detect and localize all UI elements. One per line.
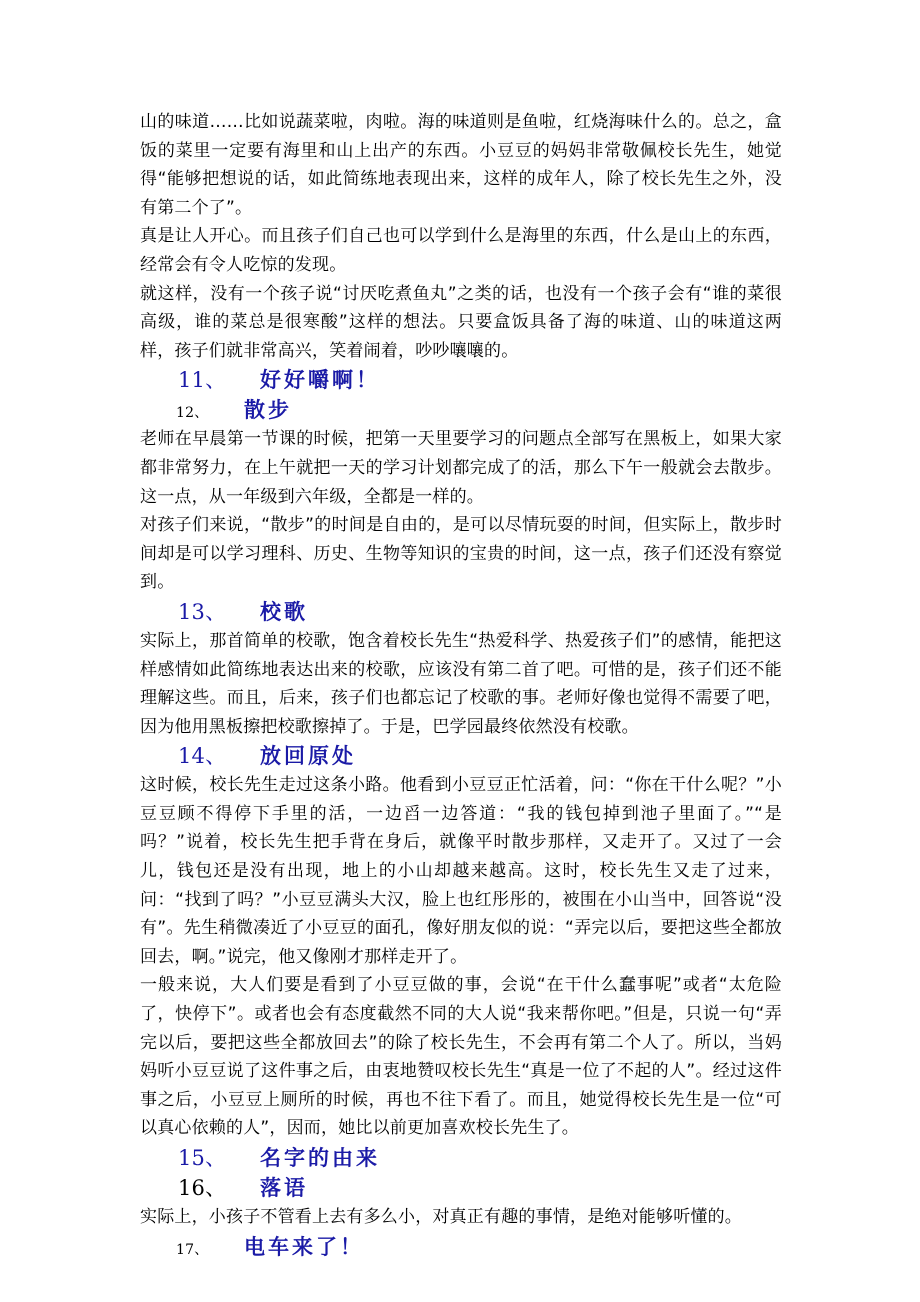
section-number: 17、 — [176, 1241, 209, 1258]
document-page — [140, 108, 782, 1262]
section-heading-17 — [140, 1232, 782, 1262]
section-number: 11、 — [178, 368, 227, 393]
section-heading-13 — [140, 597, 782, 627]
section-number: 12、 — [176, 405, 209, 422]
section-heading-14 — [140, 741, 782, 771]
paragraph: 就这样，没有一个孩子说“讨厌吃煮鱼丸”之类的话，也没有一个孩子会有“谁的菜很高级，谁的菜总是很寒酸”这样的想法。只要盒饭具备了海的味道、山的味道这两样，孩子们就非常高兴，笑着闹着，吵吵嚷嚷的。 — [140, 283, 782, 361]
section-title: 好好嚼啊！ — [260, 367, 380, 393]
paragraph: 实际上，那首简单的校歌，饱含着校长先生“热爱科学、热爱孩子们”的感情，能把这样感情如此简练地表达出来的校歌，应该没有第二首了吧。可惜的是，孩子们还不能理解这些。而且，后来，孩子们也都忘记了校歌的事。老师好像也觉得不需要了吧，因为他用黑板擦把校歌擦掉了。于是，巴学园最终依然没有校歌。 — [140, 630, 782, 737]
section-title: 名字的由来 — [260, 1145, 380, 1170]
section-title: 散步 — [244, 397, 292, 423]
section-heading-12 — [140, 395, 782, 425]
section-number: 13、 — [178, 599, 227, 624]
paragraph: 真是让人开心。而且孩子们自己也可以学到什么是海里的东西，什么是山上的东西，经常会有令人吃惊的发现。 — [140, 226, 782, 275]
section-number: 14、 — [178, 744, 227, 769]
section-heading-16 — [140, 1173, 782, 1203]
paragraph: 一般来说，大人们要是看到了小豆豆做的事，会说“在干什么蠢事呢”或者“太危险了，快停下”。或者也会有态度截然不同的大人说“我来帮你吧。”但是，只说一句“弄完以后，要把这些全都放回去”的除了校长先生，不会再有第二个人了。所以，当妈妈听小豆豆说了这件事之后，由衷地赞叹校长先生“真是一位了不起的人”。经过这件事之后，小豆豆上厕所的时候，再也不往下看了。而且，她觉得校长先生是一位“可以真心依赖的人”，因而，她比以前更加喜欢校长先生了。 — [140, 975, 782, 1139]
section-number: 16、 — [178, 1176, 227, 1200]
paragraph: 对孩子们来说，“散步”的时间是自由的，是可以尽情玩耍的时间，但实际上，散步时间却是可以学习理科、历史、生物等知识的宝贵的时间，这一点，孩子们还没有察觉到。 — [140, 515, 782, 593]
section-title: 放回原处 — [260, 743, 356, 769]
paragraph: 老师在早晨第一节课的时候，把第一天里要学习的问题点全部写在黑板上，如果大家都非常努力，在上午就把一天的学习计划都完成了的活，那么下午一般就会去散步。这一点，从一年级到六年级，全都是一样的。 — [140, 429, 782, 507]
section-heading-11 — [140, 365, 782, 395]
section-number: 15、 — [178, 1146, 227, 1170]
paragraph: 这时候，校长先生走过这条小路。他看到小豆豆正忙活着，问：“你在干什么呢？”小豆豆顾不得停下手里的活，一边舀一边答道：“我的钱包掉到池子里面了。”“是吗？”说着，校长先生把手背在身后，就像平时散步那样，又走开了。又过了一会儿，钱包还是没有出现，地上的小山却越来越高。这时，校长先生又走了过来，问：“找到了吗？”小豆豆满头大汉，脸上也红彤彤的，被围在小山当中，回答说“没有”。先生稍微凑近了小豆豆的面孔，像好朋友似的说：“弄完以后，要把这些全都放回去，啊。”说完，他又像刚才那样走开了。 — [140, 775, 782, 967]
section-title: 电车来了！ — [244, 1233, 364, 1259]
section-heading-15 — [140, 1143, 782, 1173]
paragraph: 山的味道……比如说蔬菜啦，肉啦。海的味道则是鱼啦，红烧海味什么的。总之，盒饭的菜里一定要有海里和山上出产的东西。小豆豆的妈妈非常敬佩校长先生，她觉得“能够把想说的话，如此简练地表现出来，这样的成年人，除了校长先生之外，没有第二个了”。 — [140, 112, 782, 218]
section-title: 校歌 — [260, 598, 308, 624]
section-title: 落语 — [260, 1175, 308, 1200]
paragraph: 实际上，小孩子不管看上去有多么小，对真正有趣的事情，是绝对能够听懂的。 — [140, 1207, 742, 1227]
